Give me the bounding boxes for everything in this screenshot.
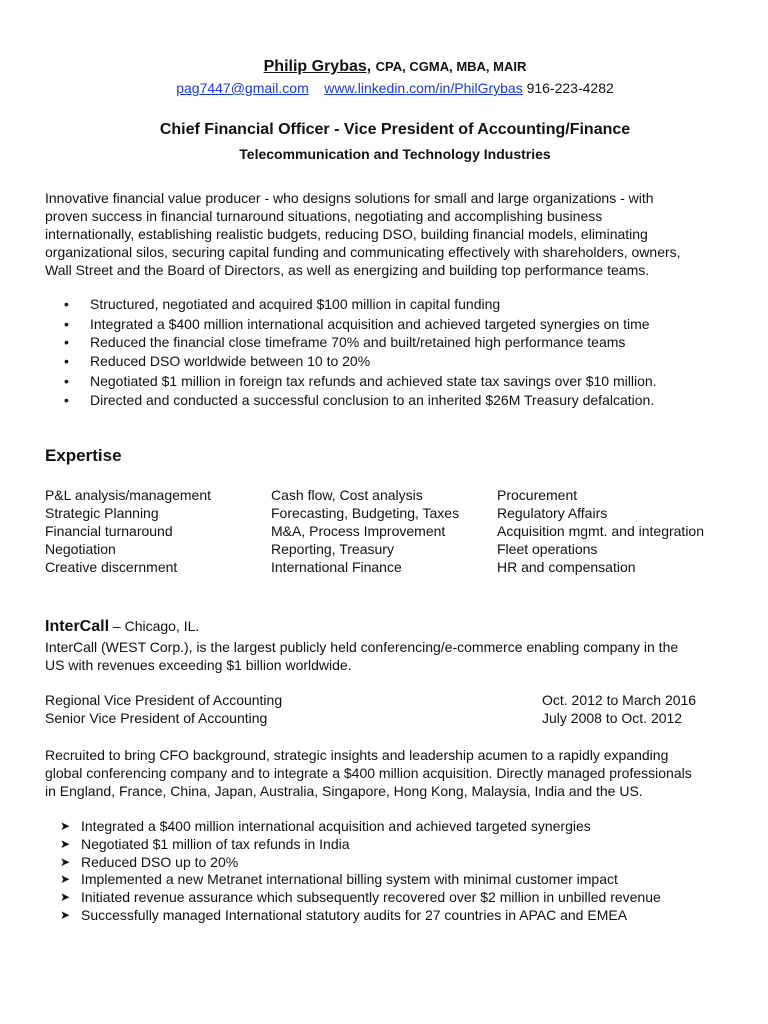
- company-location: – Chicago, IL.: [112, 618, 200, 634]
- expertise-heading: Expertise: [45, 446, 122, 465]
- summary-bullet: Reduced the financial close timeframe 70% and built/retained high performance teams: [90, 334, 626, 350]
- bullet-icon: •: [64, 353, 69, 369]
- expertise-item: Forecasting, Budgeting, Taxes: [271, 505, 460, 521]
- expertise-item: M&A, Process Improvement: [271, 523, 446, 539]
- achievement-item: Successfully managed International statutory audits for 27 countries in APAC and EMEA: [81, 907, 628, 923]
- expertise-item: Acquisition mgmt. and integration: [497, 523, 704, 539]
- role-summary-line: in England, France, China, Japan, Australia, Singapore, Hong Kong, Malaysia, India and the US.: [45, 783, 643, 799]
- arrow-bullet-icon: ➤: [60, 819, 71, 833]
- candidate-name: Philip Grybas,: [263, 58, 372, 75]
- summary-line: internationally, establishing realistic budgets, reducing DSO, building financial models, eliminating: [45, 226, 648, 242]
- linkedin-link[interactable]: www.linkedin.com/in/PhilGrybas: [324, 80, 523, 96]
- achievement-item: Reduced DSO up to 20%: [81, 854, 239, 870]
- achievement-item: Negotiated $1 million of tax refunds in India: [81, 836, 350, 852]
- candidate-name-line: [0, 58, 768, 76]
- resume-subtitle: Telecommunication and Technology Industries: [239, 146, 551, 162]
- arrow-bullet-icon: ➤: [60, 837, 71, 851]
- role-title: Regional Vice President of Accounting: [45, 692, 283, 708]
- expertise-item: Creative discernment: [45, 559, 178, 575]
- bullet-icon: •: [64, 373, 69, 389]
- expertise-item: Financial turnaround: [45, 523, 173, 539]
- expertise-item: Regulatory Affairs: [497, 505, 608, 521]
- summary-line: Innovative financial value producer - who designs solutions for small and large organizations - with: [45, 190, 654, 206]
- summary-bullet: Directed and conducted a successful conclusion to an inherited $26M Treasury defalcation.: [90, 392, 655, 408]
- candidate-credentials: CPA, CGMA, MBA, MAIR: [375, 59, 527, 74]
- summary-bullet: Reduced DSO worldwide between 10 to 20%: [90, 353, 371, 369]
- bullet-icon: •: [64, 296, 69, 312]
- resume-title: Chief Financial Officer - Vice President of Accounting/Finance: [159, 121, 631, 138]
- achievement-item: Implemented a new Metranet international billing system with minimal customer impact: [81, 871, 618, 887]
- expertise-item: International Finance: [271, 559, 402, 575]
- role-dates: Oct. 2012 to March 2016: [542, 692, 697, 708]
- summary-bullet: Negotiated $1 million in foreign tax refunds and achieved state tax savings over $10 million.: [90, 373, 657, 389]
- company-name: InterCall: [45, 618, 110, 635]
- expertise-item: Strategic Planning: [45, 505, 159, 521]
- summary-line: Wall Street and the Board of Directors, as well as energizing and building top performance teams.: [45, 262, 650, 278]
- achievement-item: Integrated a $400 million international acquisition and achieved targeted synergies: [81, 818, 591, 834]
- arrow-bullet-icon: ➤: [60, 890, 71, 904]
- bullet-icon: •: [64, 334, 69, 350]
- role-summary-line: global conferencing company and to integrate a $400 million acquisition. Directly managed professionals: [45, 765, 692, 781]
- expertise-item: Negotiation: [45, 541, 116, 557]
- company-line: [45, 618, 199, 636]
- expertise-item: Procurement: [497, 487, 578, 503]
- summary-bullet: Integrated a $400 million international acquisition and achieved targeted synergies on time: [90, 316, 650, 332]
- expertise-item: HR and compensation: [497, 559, 636, 575]
- role-title: Senior Vice President of Accounting: [45, 710, 268, 726]
- email-link[interactable]: pag7447@gmail.com: [176, 80, 309, 96]
- expertise-item: P&L analysis/management: [45, 487, 212, 503]
- expertise-item: Fleet operations: [497, 541, 598, 557]
- company-description-line: US with revenues exceeding $1 billion worldwide.: [45, 657, 352, 673]
- company-description-line: InterCall (WEST Corp.), is the largest publicly held conferencing/e-commerce enabling company in the: [45, 639, 679, 655]
- achievement-item: Initiated revenue assurance which subsequently recovered over $2 million in unbilled revenue: [81, 889, 661, 905]
- summary-bullet: Structured, negotiated and acquired $100 million in capital funding: [90, 296, 501, 312]
- phone-number: 916-223-4282: [526, 80, 614, 96]
- role-summary-line: Recruited to bring CFO background, strategic insights and leadership acumen to a rapidly expanding: [45, 747, 669, 763]
- arrow-bullet-icon: ➤: [60, 872, 71, 886]
- contact-line: [0, 80, 768, 96]
- role-dates: July 2008 to Oct. 2012: [542, 710, 683, 726]
- summary-line: organizational silos, securing capital funding and communicating effectively with shareholders, owners,: [45, 244, 681, 260]
- arrow-bullet-icon: ➤: [60, 908, 71, 922]
- expertise-item: Reporting, Treasury: [271, 541, 394, 557]
- bullet-icon: •: [64, 316, 69, 332]
- summary-line: proven success in financial turnaround situations, negotiating and accomplishing business: [45, 208, 603, 224]
- bullet-icon: •: [64, 392, 69, 408]
- expertise-item: Cash flow, Cost analysis: [271, 487, 423, 503]
- arrow-bullet-icon: ➤: [60, 855, 71, 869]
